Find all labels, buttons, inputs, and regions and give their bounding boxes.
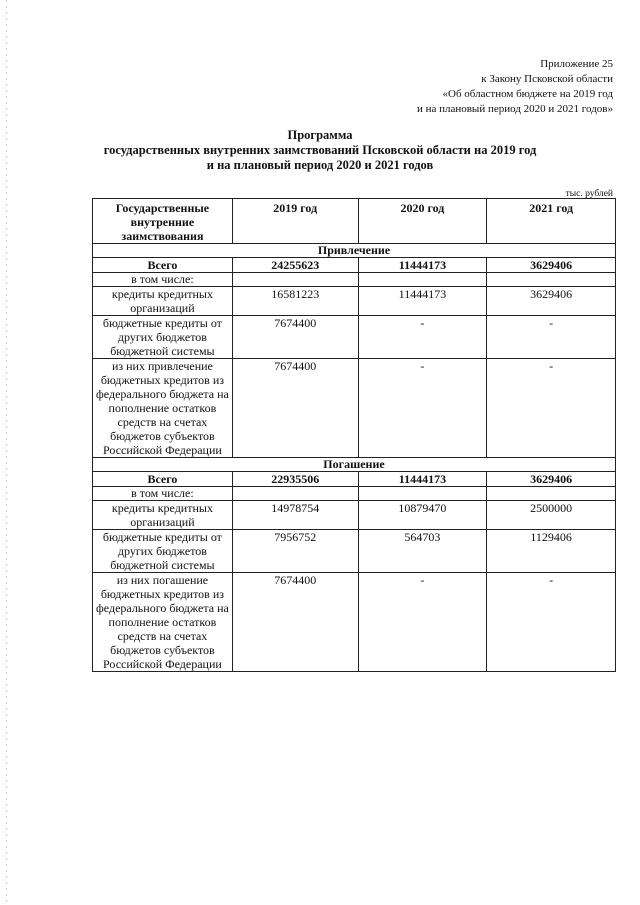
value-cell: 7956752 [232, 530, 358, 573]
value-cell: 1129406 [487, 530, 616, 573]
empty-cell [232, 273, 358, 287]
value-cell: - [358, 573, 487, 672]
including-row [93, 273, 616, 287]
table-row [93, 287, 616, 316]
value-cell: 11444173 [358, 258, 487, 273]
value-cell: - [487, 573, 616, 672]
section-row [93, 244, 616, 258]
value-cell: 564703 [358, 530, 487, 573]
value-cell: 10879470 [358, 501, 487, 530]
header-cell: 2019 год [232, 199, 358, 244]
row-label: из них привлечение бюджетных кредитов из федерального бюджета на пополнение остатков средств на счетах бюджетов субъектов Российской Федерации [93, 359, 233, 458]
table-row [93, 573, 616, 672]
header-cell: 2021 год [487, 199, 616, 244]
row-label: Всего [93, 472, 233, 487]
empty-cell [232, 487, 358, 501]
total-row [93, 472, 616, 487]
value-cell: 24255623 [232, 258, 358, 273]
empty-cell [358, 273, 487, 287]
table-row [93, 316, 616, 359]
table-header-row [93, 199, 616, 244]
row-label: кредиты кредитных организаций [93, 287, 233, 316]
value-cell: 3629406 [487, 472, 616, 487]
value-cell: 7674400 [232, 359, 358, 458]
row-label: бюджетные кредиты от других бюджетов бюджетной системы [93, 316, 233, 359]
value-cell: 14978754 [232, 501, 358, 530]
appendix-line: к Закону Псковской области [481, 73, 613, 85]
row-label: кредиты кредитных организаций [93, 501, 233, 530]
row-label: бюджетные кредиты от других бюджетов бюджетной системы [93, 530, 233, 573]
total-row [93, 258, 616, 273]
units-label: тыс. рублей [565, 189, 613, 199]
table-row [93, 359, 616, 458]
title-line: и на плановый период 2020 и 2021 годов [206, 158, 434, 172]
value-cell: - [487, 316, 616, 359]
including-row [93, 487, 616, 501]
borrowings-table [92, 198, 616, 672]
value-cell: 7674400 [232, 573, 358, 672]
appendix-line: «Об областном бюджете на 2019 год [442, 88, 613, 100]
title-line: Программа [287, 128, 353, 142]
value-cell: - [358, 316, 487, 359]
appendix-note [417, 57, 613, 117]
row-label: из них погашение бюджетных кредитов из федерального бюджета на пополнение остатков средств на счетах бюджетов субъектов Российской Федерации [93, 573, 233, 672]
value-cell: 11444173 [358, 287, 487, 316]
value-cell: 7674400 [232, 316, 358, 359]
empty-cell [487, 273, 616, 287]
document-title [0, 128, 640, 173]
appendix-line: и на плановый период 2020 и 2021 годов» [416, 103, 613, 115]
value-cell: 22935506 [232, 472, 358, 487]
value-cell: 11444173 [358, 472, 487, 487]
value-cell: 16581223 [232, 287, 358, 316]
section-title: Погашение [93, 458, 616, 472]
header-cell: Государственные внутренние заимствования [93, 199, 233, 244]
value-cell: - [358, 359, 487, 458]
value-cell: 2500000 [487, 501, 616, 530]
row-label: в том числе: [93, 273, 233, 287]
value-cell: 3629406 [487, 258, 616, 273]
section-title: Привлечение [93, 244, 616, 258]
appendix-line: Приложение 25 [540, 58, 613, 70]
table-row [93, 501, 616, 530]
empty-cell [487, 487, 616, 501]
header-cell: 2020 год [358, 199, 487, 244]
title-line: государственных внутренних заимствований Псковской области на 2019 год [103, 143, 537, 157]
row-label: в том числе: [93, 487, 233, 501]
section-row [93, 458, 616, 472]
value-cell: 3629406 [487, 287, 616, 316]
row-label: Всего [93, 258, 233, 273]
empty-cell [358, 487, 487, 501]
table-row [93, 530, 616, 573]
value-cell: - [487, 359, 616, 458]
